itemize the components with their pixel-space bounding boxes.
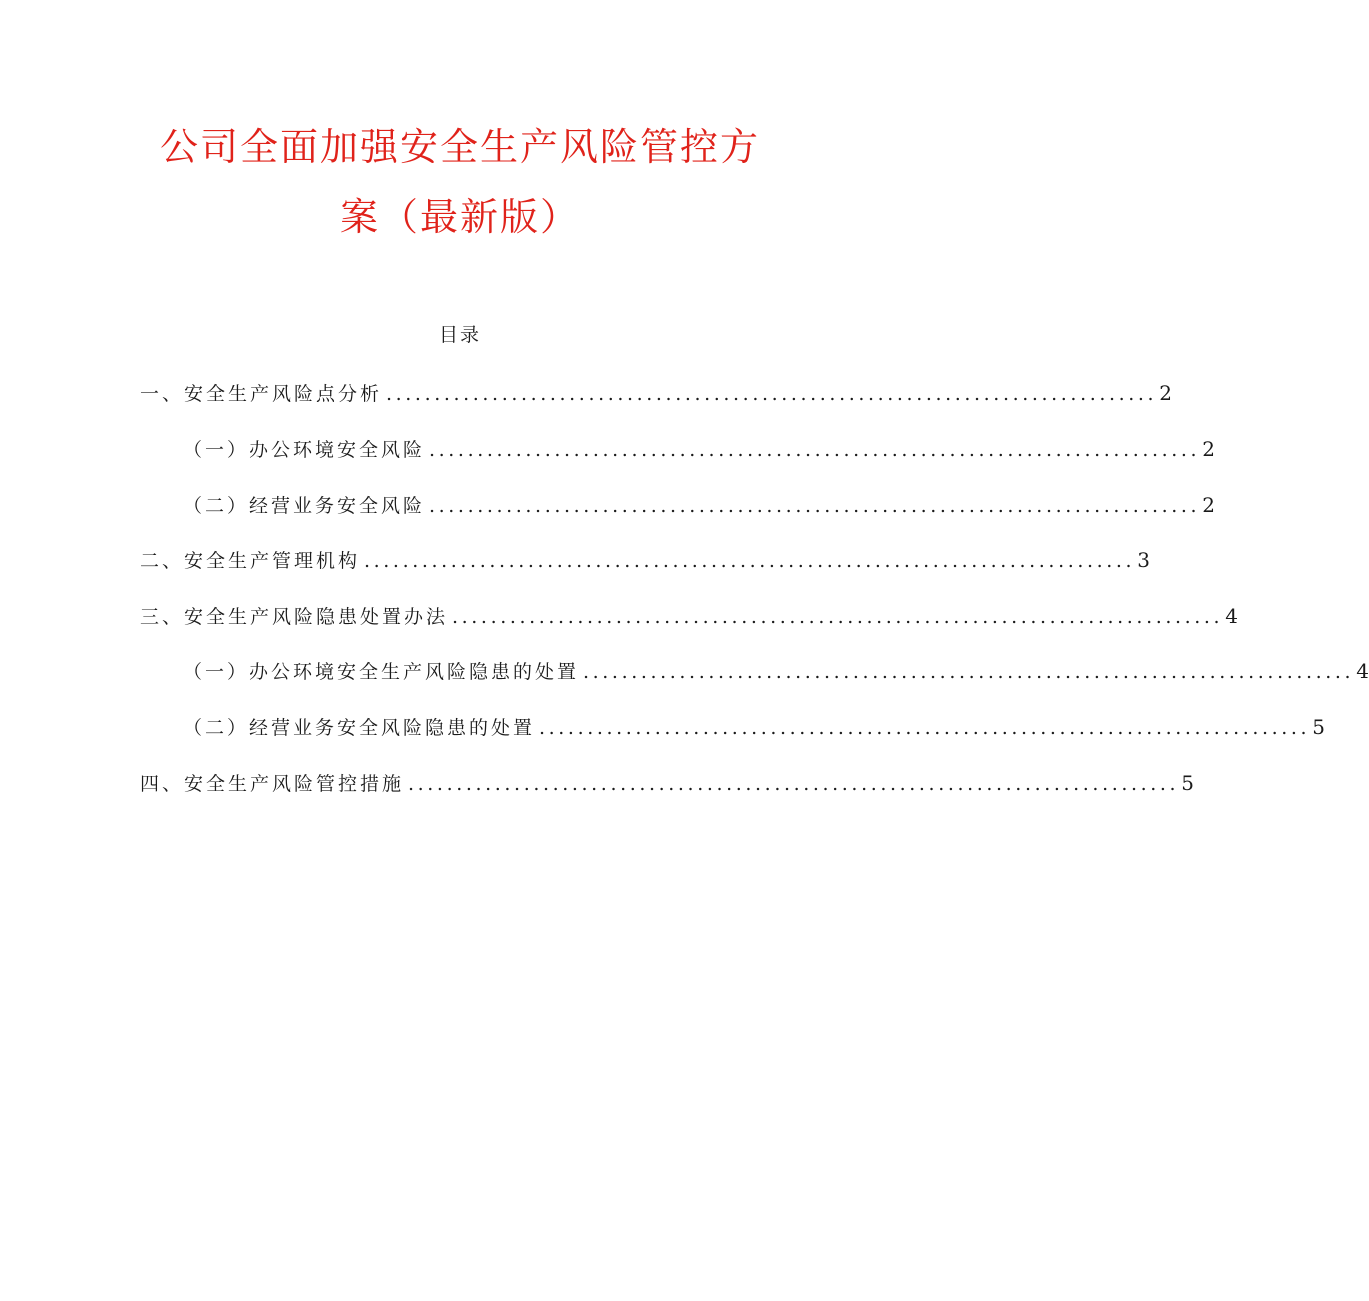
toc-entry[interactable] — [183, 715, 1325, 740]
toc-entry-page: 2 — [1159, 381, 1172, 405]
document-title-line-2: 案（最新版） — [339, 195, 580, 239]
toc-leader-dots: ................................................................................ — [583, 661, 1355, 683]
toc-entry[interactable] — [140, 381, 1172, 406]
toc-entry-title: 二、安全生产管理机构 — [140, 550, 361, 572]
toc-entry-title: （二）经营业务安全风险隐患的处置 — [183, 717, 536, 739]
toc-leader-dots: ................................................................................ — [539, 717, 1311, 739]
toc-entry-page: 2 — [1202, 437, 1215, 461]
toc-entry[interactable] — [183, 493, 1215, 518]
toc-leader-dots: ................................................................................ — [386, 383, 1158, 405]
toc-entry[interactable] — [183, 437, 1215, 462]
toc-entry-title: （二）经营业务安全风险 — [183, 495, 426, 517]
toc-entry[interactable] — [140, 771, 1194, 796]
toc-entry-page: 4 — [1356, 659, 1369, 683]
toc-entry-title: 一、安全生产风险点分析 — [140, 383, 383, 405]
toc-entry-title: （一）办公环境安全生产风险隐患的处置 — [183, 661, 580, 683]
toc-leader-dots: ................................................................................ — [429, 439, 1201, 461]
toc-entry-title: 三、安全生产风险隐患处置办法 — [140, 606, 449, 628]
document-title-line-1: 公司全面加强安全生产风险管控方 — [159, 125, 760, 169]
toc-entry-title: 四、安全生产风险管控措施 — [140, 773, 405, 795]
toc-entry-page: 2 — [1202, 493, 1215, 517]
toc-entry[interactable] — [140, 548, 1150, 573]
toc-entry-title: （一）办公环境安全风险 — [183, 439, 426, 461]
toc-entry[interactable] — [140, 604, 1238, 629]
toc-entry-page: 5 — [1181, 771, 1194, 795]
toc-entry-page: 3 — [1137, 548, 1150, 572]
toc-leader-dots: ................................................................................ — [429, 495, 1201, 517]
toc-entry-page: 5 — [1312, 715, 1325, 739]
toc-leader-dots: ................................................................................ — [408, 773, 1180, 795]
toc-leader-dots: ................................................................................ — [364, 550, 1136, 572]
toc-heading: 目录 — [438, 324, 481, 346]
toc-entry-page: 4 — [1225, 604, 1238, 628]
toc-entry[interactable] — [183, 659, 1369, 684]
toc-leader-dots: ................................................................................ — [452, 606, 1224, 628]
